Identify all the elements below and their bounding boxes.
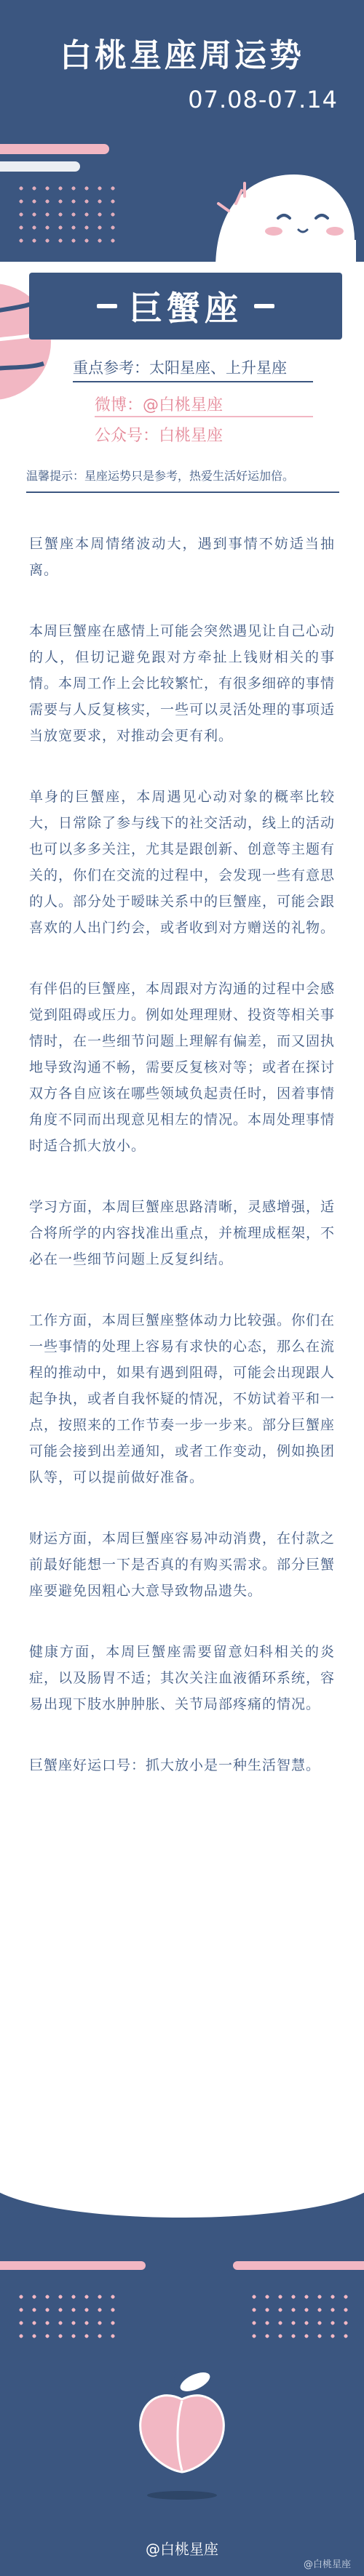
banner-section [0,262,364,451]
paragraph-overview: 本周巨蟹座在感情上可能会突然遇见让自己心动的人，但切记避免跟对方牵扯上钱财相关的事情。本周工作上会比较繁忙，有很多细碎的事情需要与人反复核实，一些可以灵活处理的事项适当放宽要求，对推动会更有利。 [29,623,336,744]
divider [73,381,313,382]
paragraph-single: 单身的巨蟹座，本周遇见心动对象的概率比较大，日常除了参与线下的社交活动，线上的活动也可以多多关注，尤其是跟创新、创意等主题有关的，你们在交流的过程中，会发现一些有意思的人。部分处于暧昧关系中的巨蟹座，可能会跟喜欢的人出门约会，或者收到对方赠送的礼物。 [29,789,336,936]
footer-brand: @白桃星座 [146,2540,218,2558]
decor-stripe [0,161,80,172]
divider [26,491,339,493]
peach-icon [131,2363,233,2501]
paragraph-partnered: 有伴侣的巨蟹座，本周跟对方沟通的过程中会感觉到阻碍或压力。例如处理理财、投资等相关事情时，在一些细节问题上理解有偏差，而又固执地导致沟通不畅，需要反复核对等；或者在探讨双方各自应该在哪些领域负起责任时，因着事情角度不同而出现意见相左的情况。本周处理事情时适合抓大放小。 [29,981,336,1154]
decor-dots [248,2290,349,2341]
decor-stripe [233,2261,364,2270]
article-body [29,531,335,1813]
mascot-icon [207,160,360,262]
sign-banner [29,273,342,340]
paragraph-intro: 巨蟹座本周情绪波动大，遇到事情不妨适当抽离。 [29,536,335,578]
banner-dash-right [254,304,274,308]
decor-dots [15,182,124,247]
focus-note: 重点参考：太阳星座、上升星座 [73,359,287,377]
notice-text: 温馨提示：星座运势只是参考，热爱生活好运加倍。 [26,469,295,483]
watermark: @白桃星座 [303,2559,351,2570]
paragraph-health: 健康方面，本周巨蟹座需要留意妇科相关的炎症，以及肠胃不适；其次关注血液循环系统，容易出现下肢水肿肿胀、关节局部疼痛的情况。 [29,1644,336,1712]
sign-name: 巨蟹座 [129,289,242,328]
date-range: 07.08-07.14 [188,86,338,113]
decor-stripe [0,2261,146,2270]
footer [0,2181,364,2576]
banner-dash-left [97,304,117,308]
divider [95,416,313,417]
paragraph-work: 工作方面，本周巨蟹座整体动力比较强。你们在一些事情的处理上容易有求快的心态，那么在流程的推动中，如果有遇到阻碍，可能会出现跟人起争执，或者自我怀疑的情况，不妨试着平和一点，按照来的工作节奏一步一步来。部分巨蟹座可能会接到出差通知，或者工作变动，例如换团队等，可以提前做好准备。 [29,1312,336,1485]
page-title: 白桃星座周运势 [60,37,304,74]
paragraph-finance: 财运方面，本周巨蟹座容易冲动消费，在付款之前最好能想一下是否真的有购买需求。部分巨蟹座要避免因粗心大意导致物品遗失。 [29,1530,336,1599]
header [0,0,364,262]
decor-stripe [0,144,109,154]
gongzhonghao-handle: 公众号：白桃星座 [95,427,223,445]
paragraph-study: 学习方面，本周巨蟹座思路清晰，灵感增强，适合将所学的内容找准出重点，并梳理成框架，不必在一些细节问题上反复纠结。 [29,1199,336,1267]
paragraph-slogan: 巨蟹座好运口号：抓大放小是一种生活智慧。 [29,1757,321,1773]
decor-dots [15,2290,116,2341]
footer-curve [0,2181,364,2218]
weibo-handle: 微博：@白桃星座 [95,396,223,414]
